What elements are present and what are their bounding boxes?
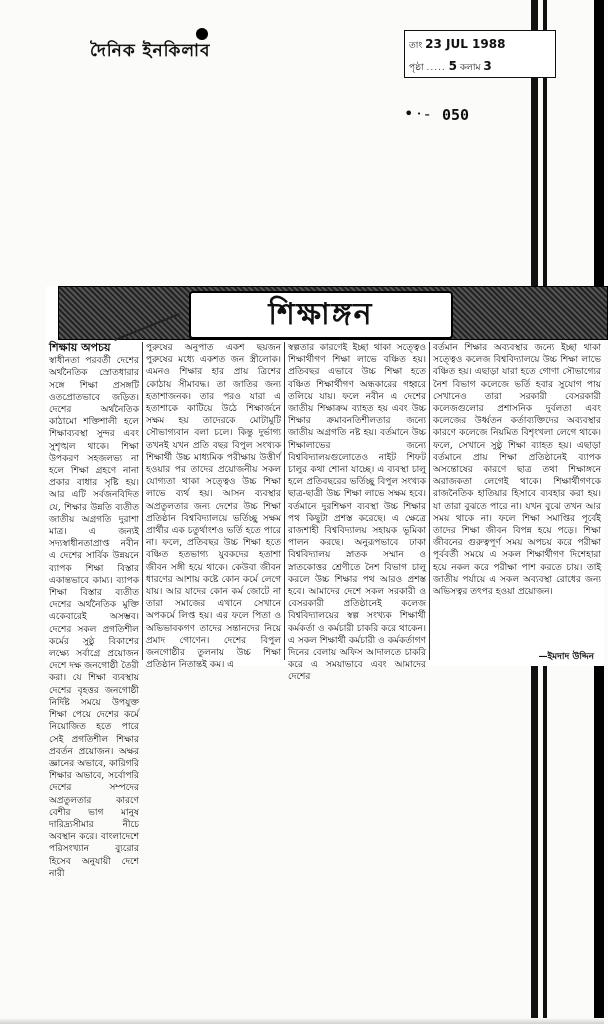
article-column-1 xyxy=(46,341,143,879)
article-column-3 xyxy=(285,342,430,683)
banner-title: শিক্ষাঙ্গন xyxy=(189,291,453,339)
column-text: স্বল্পতার কারণেই ইচ্ছা থাকা সত্ত্বেও শিক্ষার্থীগণ শিক্ষা লাভে বঞ্চিত হয়। প্রতিবছর এভাবে উচ্চ শিক্ষা হতে বঞ্চিত শিক্ষার্থীগণ অন্ধকারের গহ্বরে তলিয়ে যায়। ফলে নবীন এ দেশের জাতীয় শিক্ষাক্রম ব্যাহত হয় এবং উচ্চ শিক্ষার ক্রমাবনতিশীলতার জন্যে জাতীয় অগ্রগতি নষ্ট হয়। বর্তমানে উচ্চ শিক্ষালাভের জন্যে বিশ্ববিদ্যালয়গুলোতেও নাইট শিফট চালুর কথা শোনা যাচ্ছে। এ ব্যবস্থা চালু হলে প্রতিবছরের ভর্তিচ্ছু বিপুল সংখ্যক ছাত্র-ছাত্রী উচ্চ শিক্ষা লাভে সক্ষম হবে। বর্তমানে দুরশিক্ষণ ব্যবস্থা উচ্চ শিক্ষার পথ কিছুটা প্রশস্ত করেছে। এ ক্ষেত্রে রাজশাহী বিশ্ববিদ্যালয় সহায়ক ভূমিকা পালন করছে। অনুরূপভাবে ঢাকা বিশ্ববিদ্যালয় স্নাতক সম্মান ও স্নাতকোত্তর শ্রেণীতে নৈশ বিভাগ চালু করলে উচ্চ শিক্ষার পথ আরও প্রশস্ত হবে। আমাদের দেশে সকল সরকারী ও বেসরকারী প্রতিষ্ঠানেই কলেজ বিশ্ববিদ্যালয়ের স্বল্প সংখ্যক শিক্ষার্থী কর্মকর্তা ও কর্মচারী চাকরি করে থাকেন। এ সকল শিক্ষার্থী কর্মচারী ও কর্মকর্তাগণ দিনের বেলায় অফিস আদালতে চাকরি করে এ সময়াভাবে এবং আমাদের দেশের xyxy=(288,343,426,683)
stamp-page-label: পৃষ্ঠা xyxy=(409,63,424,73)
stamp-date-label: তাং xyxy=(409,41,423,51)
archive-stamp xyxy=(404,30,556,78)
article-byline: —ইমদাদ উদ্দিন xyxy=(537,649,597,664)
stamp-dots: ..... xyxy=(426,63,446,73)
column-banner xyxy=(58,286,608,340)
article-column-4 xyxy=(430,342,604,660)
stamp-page-value: 5 xyxy=(448,59,458,73)
article-subheading: শিক্ষায় অপচয় xyxy=(49,341,111,354)
newspaper-clipping xyxy=(46,286,604,879)
column-text: পুরুষের অনুপাত একশ ছয়জন পুরুষের মধ্যে একশত জন স্ত্রীলোক। এমনও শিক্ষার হার প্রায় ত্রিশের কোঠায় সীমাবদ্ধ। তা জাতির জন্য হতাশাজনক। তার পরও যারা এ হতাশাকে কাটিয়ে উঠে শিক্ষার্জনে সক্ষম হয় তাদেরকে মোটামুটি সৌভাগ্যবান বলা চলে। কিন্তু দুর্ভাগ্য তখনই যখন প্রতি বছর বিপুল সংখ্যক শিক্ষার্থী উচ্চ মাধ্যমিক পরীক্ষায় উত্তীর্ণ হওয়ার পর তাদের প্রয়োজনীয় সকল যোগ্যতা থাকা সত্ত্বেও উচ্চ শিক্ষা লাভে ব্যর্থ হয়। আসন ব্যবস্থার অপ্রতুলতার জন্য দেশের উচ্চ শিক্ষা প্রতিষ্ঠান বিশ্ববিদ্যালয়ে ভর্তিচ্ছু সক্ষম প্রার্থীর এক চতুর্থাংশও ভর্তি হতে পারে না। ফলে, প্রতিবছর উচ্চ শিক্ষা হতে বঞ্চিত হতভাগ্য যুবকদের হতাশা জীবন সঙ্গী হয়ে থাকে। কেউবা জীবন ধারণের আশায় কষ্টে কোন কর্মে লেগে যায়। আর যাদের কোন কর্ম জোটে না তারা সমাজের এখানে সেখানে অপকর্মে লিপ্ত হয়। এর ফলে পিতা ও অভিভাবকগণ তাদের সন্তানদের নিয়ে প্রমাদ গোণেন। দেশের বিপুল জনগোষ্ঠীর তুলনায় উচ্চ শিক্ষা প্রতিষ্ঠান নিতান্তই কম। এ xyxy=(146,343,281,671)
column-text: স্বাধীনতা পরবর্তী দেশের অর্থনৈতিক স্রোতধারার সঙ্গে শিক্ষা প্রসঙ্গটি ওতপ্রোতভাবে জড়িত। দেশের অর্থনৈতিক কাঠামো শক্তিশালী হলে শিক্ষাব্যবস্থা সুন্দর এবং সুশৃঙ্খল থাকে। শিক্ষা উপকরণ সহজলভ্য না হলে শিক্ষা গ্রহণে নানা প্রকার বাধার সৃষ্টি হয়। আর এটি সর্বজনবিদিত যে, শিক্ষার উন্নতি ব্যতীত জাতীয় অগ্রগতি দুরাশা মাত্র। এ জন্যই সদ্যস্বাধীনতাপ্রাপ্ত নবীন এ দেশের সার্বিক উন্নয়নে ব্যাপক শিক্ষা বিস্তার একান্তভাবে কাম্য। ব্যাপক শিক্ষা বিস্তার ব্যতীত দেশের অর্থনৈতিক মুক্তি একেবারেই অসম্ভব। দেশের সকল প্রগতিশীল কর্মের সুষ্ঠু বিকাশের লক্ষ্যে সর্বাগ্রে প্রয়োজন দেশে দক্ষ জনগোষ্ঠী তৈরী করা। যে শিক্ষা ব্যবস্থায় দেশের বৃহত্তর জনগোষ্ঠী নির্দিষ্ট সময়ে উপযুক্ত শিক্ষা পেয়ে দেশের কর্মে নিয়োজিত হতে পারে সেই প্রগতিশীল শিক্ষার প্রবর্তন প্রয়োজন। অক্ষর জ্ঞানের অভাবে, কারিগরি শিক্ষার অভাবে, সর্বোপরি দেশের সম্পদের অপ্রতুলতার কারণে বেশীর ভাগ মানুষ দারিদ্র্যসীমার নীচে অবস্থান করে। বাংলাদেশে পরিসংখ্যান ব্যুরোর হিসেব অনুযায়ী দেশে নারী xyxy=(49,356,139,879)
punch-hole xyxy=(196,28,208,40)
newspaper-masthead: দৈনিক ইনকিলাব xyxy=(90,41,211,61)
stamp-date-row xyxy=(409,37,505,53)
stamp-column-label: কলাম xyxy=(459,63,481,73)
stamp-page-row xyxy=(409,59,492,75)
document-number: 050 xyxy=(442,106,470,124)
page-bottom-edge xyxy=(0,1018,604,1024)
stamp-date-value: 23 JUL 1988 xyxy=(425,37,506,51)
column-text: বর্তমান শিক্ষার অব্যবস্থার জন্যে ইচ্ছা থাকা সত্ত্বেও কলেজ বিশ্ববিদ্যালয়ে উচ্চ শিক্ষা লাভে বঞ্চিত হয়। এছাড়া যারা হতে গোণা সৌভাগ্যের নৈশ বিভাগ কলেজে ভর্তি হবার সুযোগ পায় সেখানেও তারা সরকারী বেসরকারী কলেজগুলোর প্রশাসনিক দুর্বলতা এবং কলেজের উর্ধ্বতন কর্তাব্যক্তিদের অব্যবস্থার কারণে কলেজে নিয়মিত বিশৃংখলা লেগে থাকে। ফলে, সেখানে সুষ্ঠু শিক্ষা ব্যাহত হয়। এছাড়া বর্তমানে প্রায় শিক্ষা প্রতিষ্ঠানেই ব্যাপক অসন্তোষের কারণে ছাত্র তথা শিক্ষাঙ্গনে অরাজকতা লেগেই থাকে। শিক্ষার্থীগণকে রাজনৈতিক হাতিয়ার হিসাবে ব্যবহার করা হয়। যা তারা বুঝতে পারে না। যখন বুঝে তখন আর সময় থাকে না। ফলে শিক্ষা সমাপ্তির পূর্বেই তাদের শিক্ষা জীবন বিপন্ন হয়ে পড়ে। শিক্ষা জীবনের গুরুত্বপূর্ণ সময় অপচয় করে পরীক্ষা পূর্ববর্তী সময়ে এ সকল শিক্ষার্থীগণ দিশেহারা হয়ে নকল করে পরীক্ষা পাশ করতে চায়। তাই জাতীয় পর্যায়ে এ সকল অব্যবস্থা রোধের জন্য অভিসত্বর তৎপর হওয়া প্রয়োজন। xyxy=(433,343,601,598)
stamp-column-value: 3 xyxy=(483,59,492,73)
article-column-2 xyxy=(143,342,285,671)
ink-dots: •·- xyxy=(404,104,433,123)
